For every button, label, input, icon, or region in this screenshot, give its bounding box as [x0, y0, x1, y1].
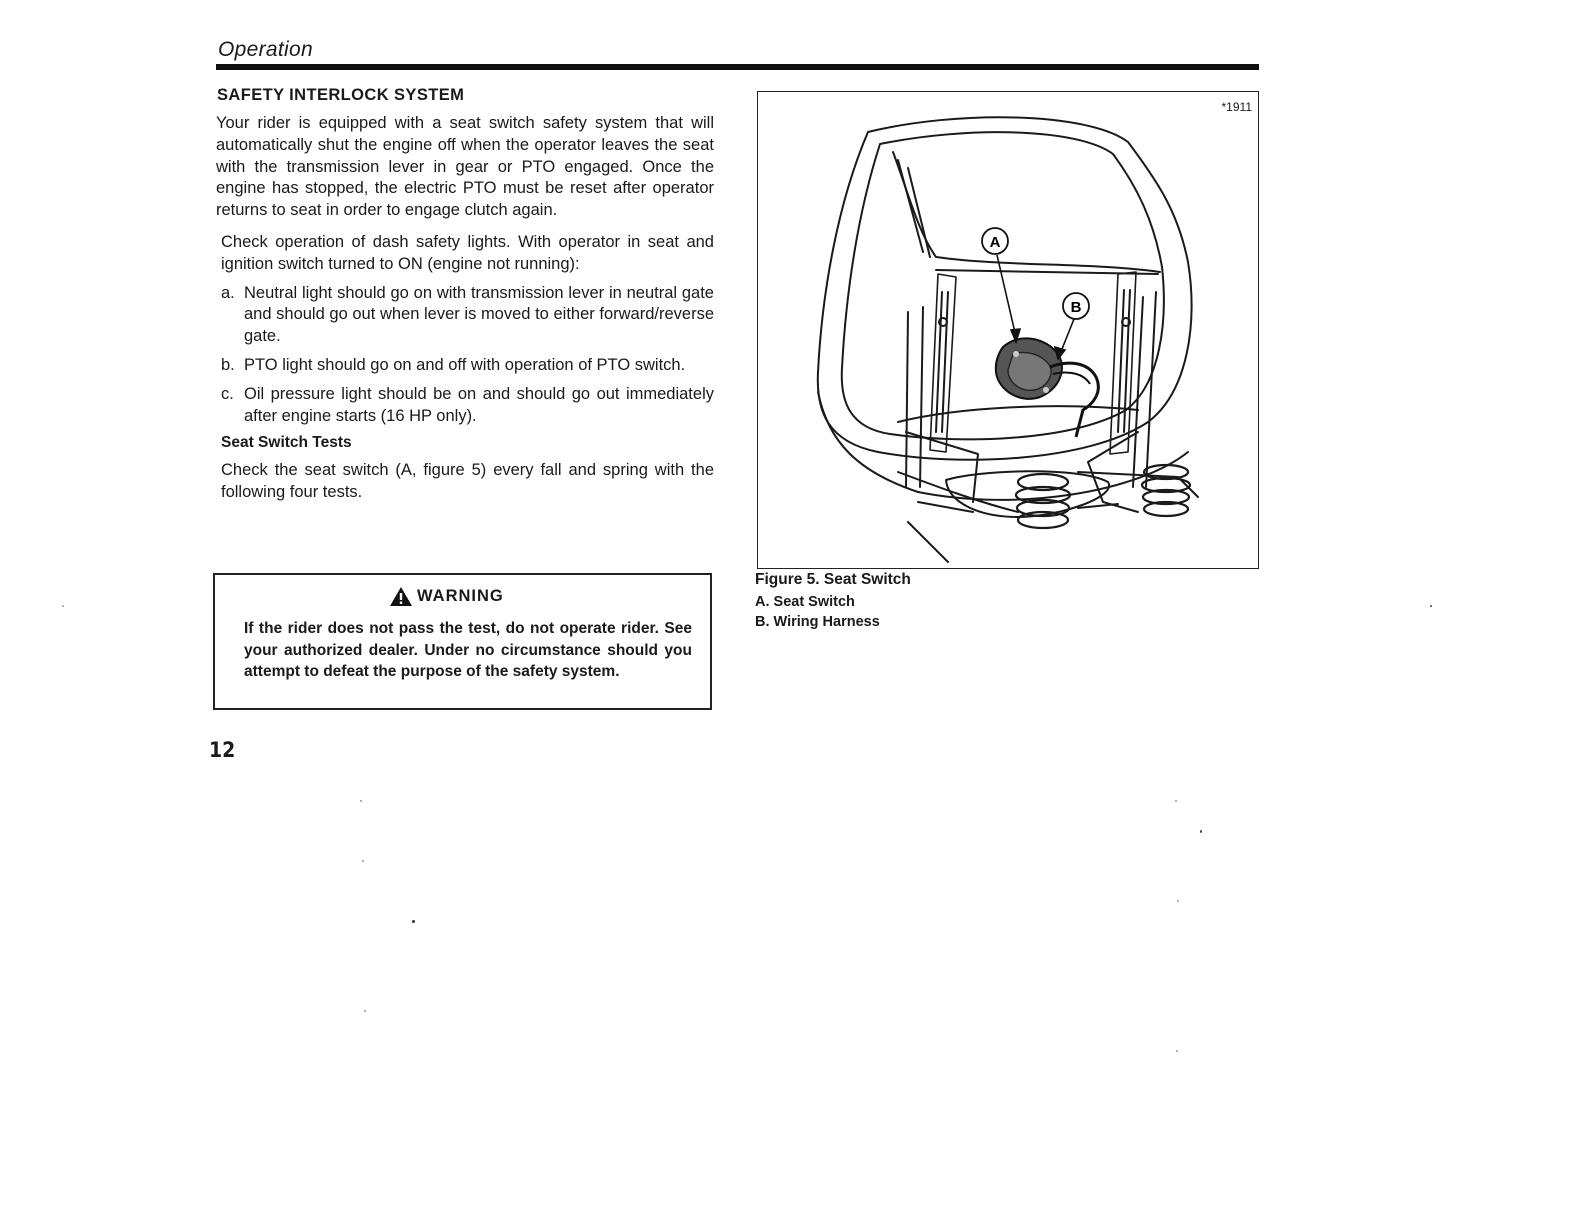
list-item-text: Neutral light should go on with transmission lever in neutral gate and should go out when lever is moved to either forward/reverse gate.: [244, 283, 714, 346]
scan-speck: [1177, 900, 1179, 902]
scan-speck: [364, 1010, 366, 1012]
page-number: 12: [209, 738, 236, 762]
figure-caption: Figure 5. Seat Switch: [755, 571, 911, 588]
list-item-letter: b.: [221, 355, 235, 374]
warning-triangle-icon: [389, 586, 413, 607]
check-paragraph: Check operation of dash safety lights. With operator in seat and ignition switch turned to ON (engine not running):: [221, 232, 714, 273]
warning-box: [213, 573, 712, 710]
list-item-text: PTO light should go on and off with operation of PTO switch.: [244, 355, 686, 374]
warning-text: If the rider does not pass the test, do not operate rider. See your authorized dealer. Under no circumstance should you attempt to defeat the purpose of the safety system.: [244, 620, 692, 680]
intro-paragraph: Your rider is equipped with a seat switch safety system that will automatically shut the engine off when the operator leaves the seat with the transmission lever in gear or PTO engaged. Once the engine has stopped, the electric PTO must be reset after operator returns to seat in order to engage clutch again.: [216, 114, 714, 220]
callout-b: B: [1070, 299, 1082, 316]
scan-speck: [1200, 830, 1202, 833]
warning-heading: [389, 586, 504, 607]
list-item: [221, 384, 714, 428]
scan-speck: [1430, 605, 1432, 607]
scan-speck: [62, 605, 64, 607]
list-item: [221, 283, 714, 348]
callout-a: A: [989, 234, 1001, 251]
scan-speck: [360, 800, 362, 802]
list-item-text: Oil pressure light should be on and should go out immediately after engine starts (16 HP only).: [244, 384, 714, 425]
left-column: [216, 86, 714, 504]
scan-speck: [1176, 1050, 1178, 1052]
legend-item-a: A. Seat Switch: [755, 594, 855, 610]
seat-switch-illustration: [758, 92, 1258, 568]
scan-speck: [412, 920, 415, 923]
header-rule: [216, 64, 1259, 70]
legend-item-b: B. Wiring Harness: [755, 614, 880, 630]
seat-switch-paragraph: Check the seat switch (A, figure 5) every fall and spring with the following four tests.: [221, 461, 714, 502]
page-header-title: Operation: [218, 38, 313, 61]
list-item: [221, 355, 714, 377]
scan-speck: [1175, 800, 1177, 802]
seat-switch-tests-title: Seat Switch Tests: [221, 434, 352, 452]
list-item-letter: c.: [221, 384, 234, 403]
figure-id: *1911: [1221, 100, 1252, 114]
list-item-letter: a.: [221, 283, 235, 302]
warning-label: WARNING: [417, 587, 504, 605]
safety-light-list: [216, 283, 714, 428]
figure-frame: [757, 91, 1259, 569]
scan-speck: [362, 860, 364, 862]
section-title: SAFETY INTERLOCK SYSTEM: [217, 86, 465, 104]
